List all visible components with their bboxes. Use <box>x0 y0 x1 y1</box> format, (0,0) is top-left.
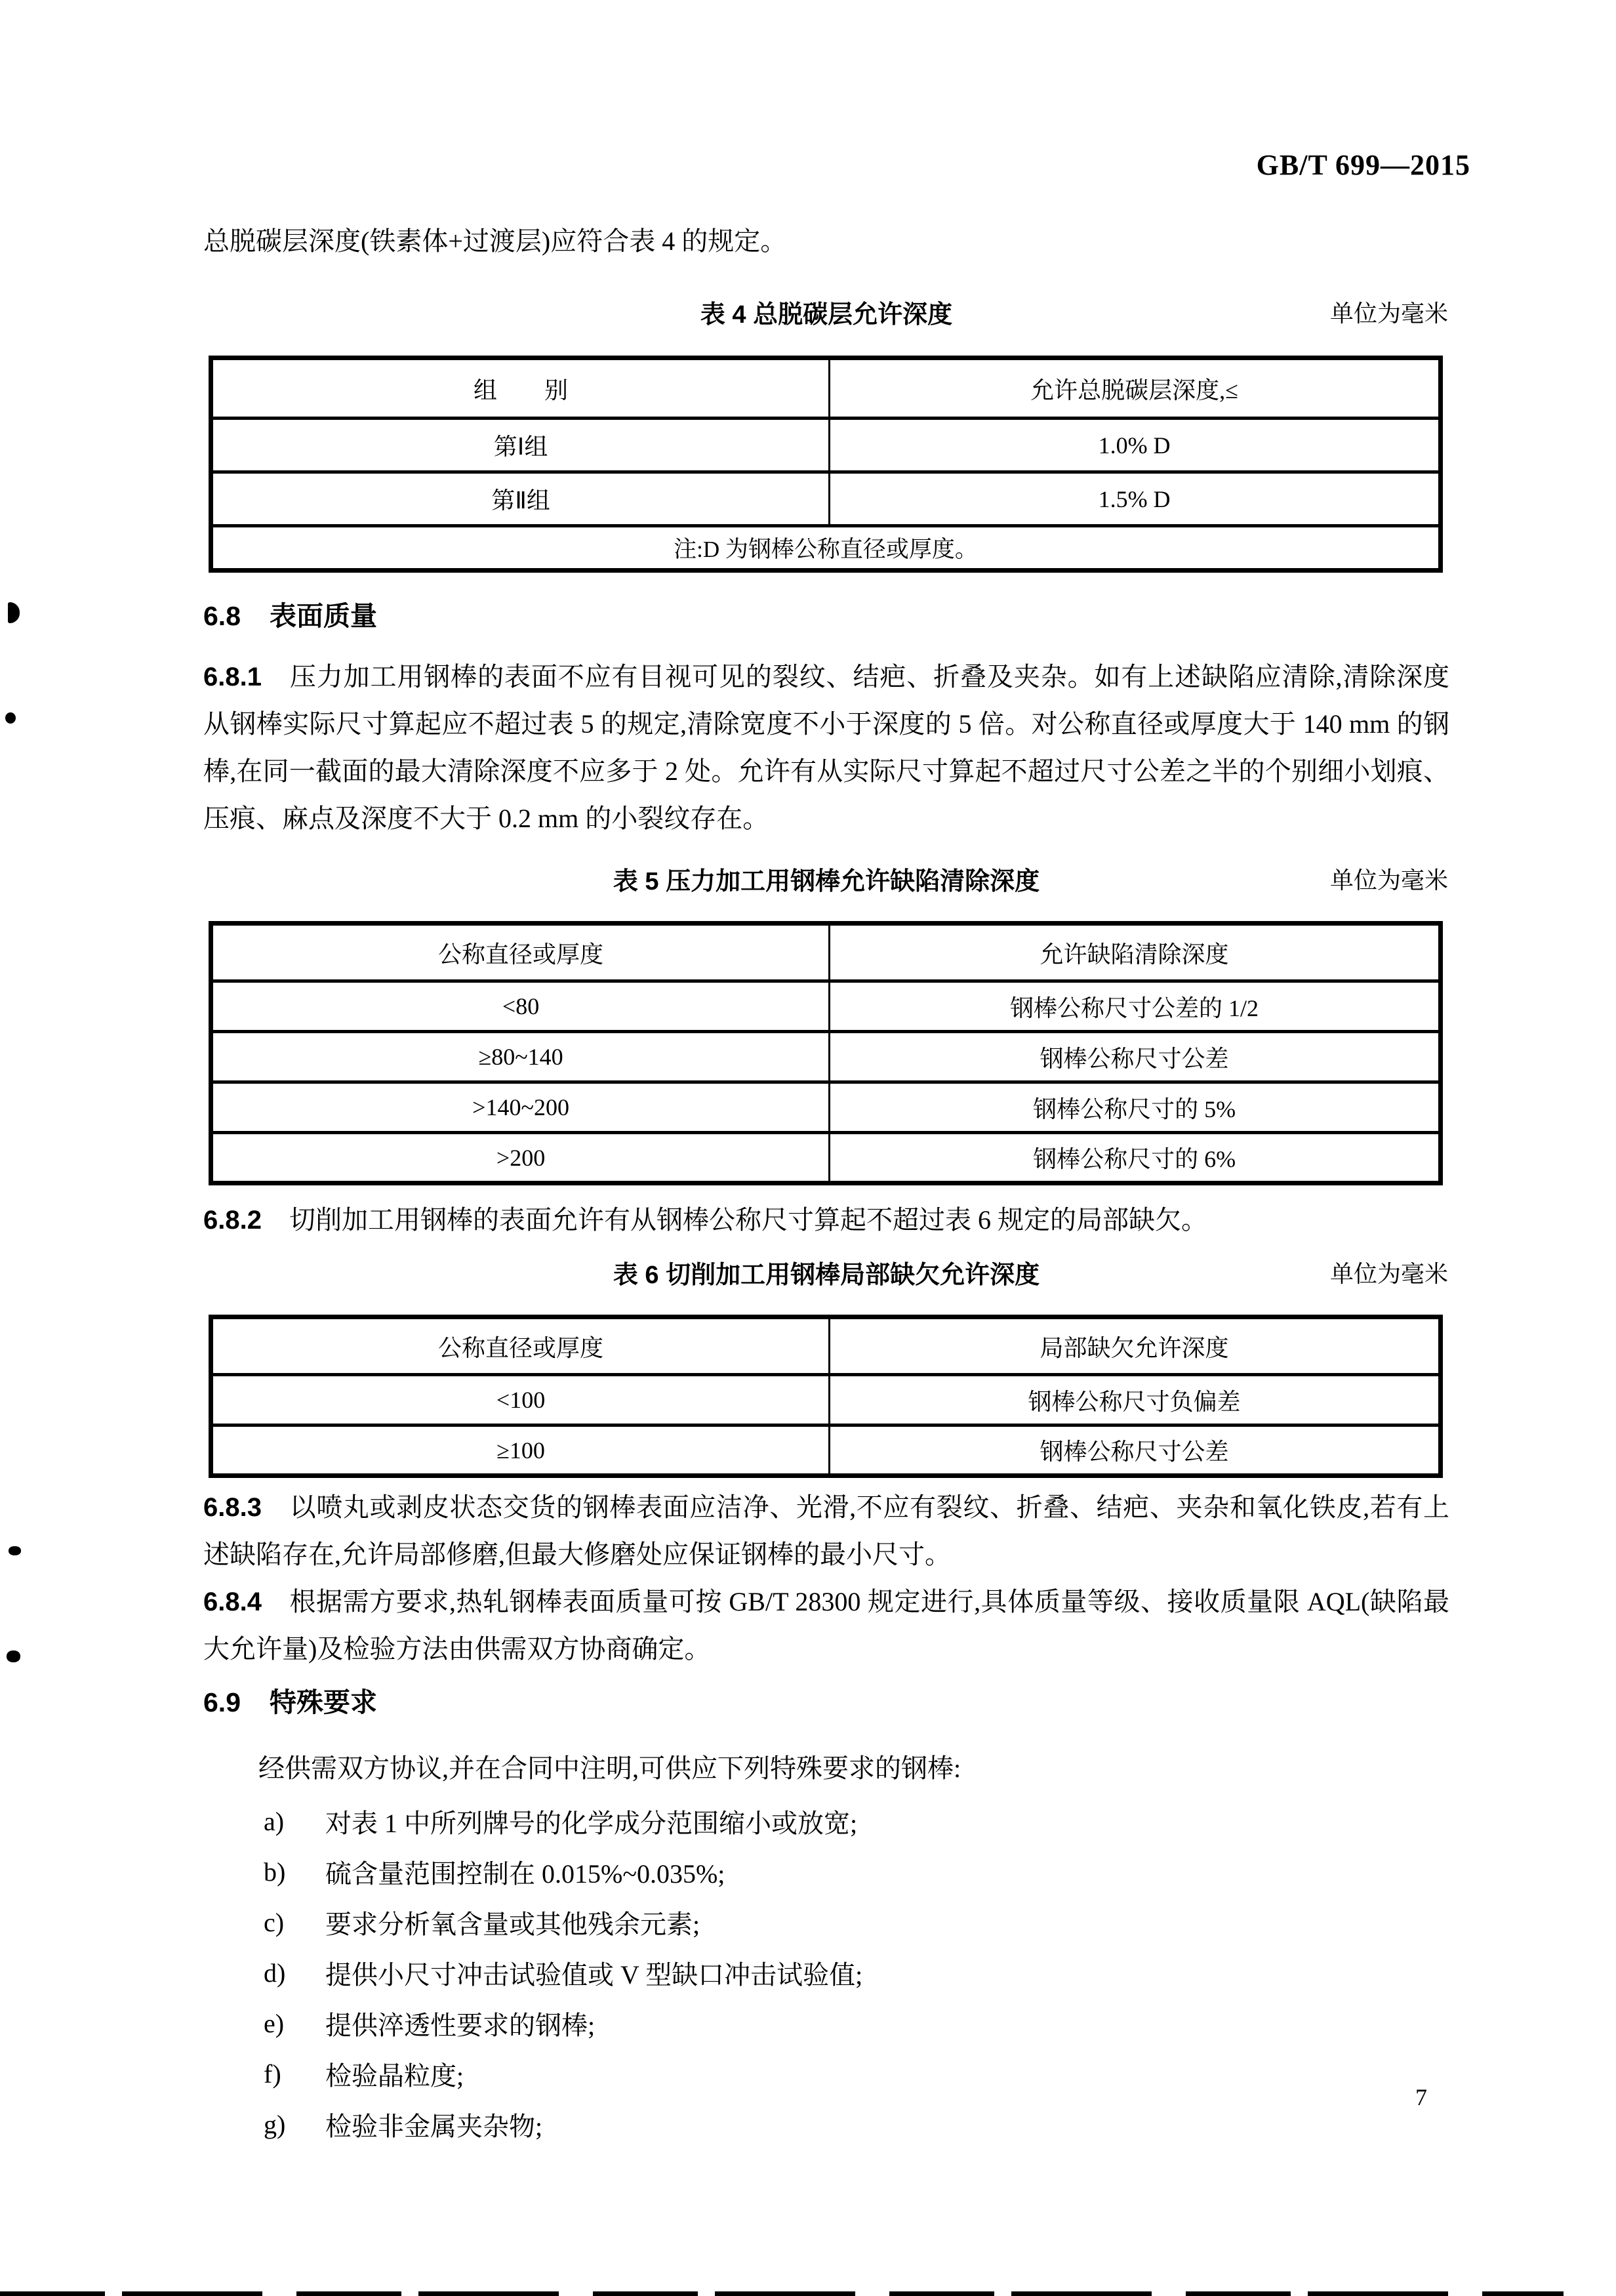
intro-paragraph: 总脱碳层深度(铁素体+过渡层)应符合表 4 的规定。 <box>203 226 787 256</box>
table-6 <box>209 1315 1443 1478</box>
paragraph-6-8-4-text: 根据需方要求,热轧钢棒表面质量可按 GB/T 28300 规定进行,具体质量等级、接收质量限 AQL(缺陷最大允许量)及检验方法由供需双方协商确定。 <box>203 1587 1449 1664</box>
table-5-cell-diam-2: ≥80~140 <box>211 1032 830 1082</box>
paragraph-6-8-4 <box>203 1578 1449 1673</box>
table-6-cell-depth-1: 钢棒公称尺寸负偏差 <box>830 1375 1441 1425</box>
paragraph-6-8-1-text: 压力加工用钢棒的表面不应有目视可见的裂纹、结疤、折叠及夹杂。如有上述缺陷应清除,清除深度从钢棒实际尺寸算起应不超过表 5 的规定,清除宽度不小于深度的 5 倍。对公称直径或厚度大于 140 mm 的钢棒,在同一截面的最大清除深度不应多于 2 处。允许有从实际尺寸算起不超过尺寸公差之半的个别细小划痕、压痕、麻点及深度不大于 0.2 mm 的小裂纹存在。 <box>203 662 1449 833</box>
table-4-caption-row <box>203 294 1449 327</box>
table-4-cell-group-2: 第Ⅱ组 <box>211 472 830 526</box>
table-5-caption-row <box>203 861 1449 893</box>
list-item-marker: e) <box>264 2009 285 2038</box>
list-item <box>264 1897 1444 1948</box>
table-row <box>211 472 1441 526</box>
list-item-text: 检验非金属夹杂物; <box>325 2112 543 2141</box>
table-6-caption: 表 6 切削加工用钢棒局部缺欠允许深度 <box>613 1261 1040 1289</box>
table-4 <box>209 356 1443 573</box>
table-6-header-row <box>211 1317 1441 1375</box>
list-item-text: 检验晶粒度; <box>325 2061 464 2091</box>
paragraph-6-8-3-number: 6.8.3 <box>203 1493 262 1522</box>
paragraph-6-8-2 <box>203 1197 1449 1244</box>
paragraph-6-8-1 <box>203 653 1449 842</box>
table-row <box>211 1133 1441 1183</box>
table-5-caption: 表 5 压力加工用钢棒允许缺陷清除深度 <box>613 868 1040 895</box>
section-6-9-intro: 经供需双方协议,并在合同中注明,可供应下列特殊要求的钢棒: <box>258 1753 961 1783</box>
table-4-cell-depth-2: 1.5% D <box>830 472 1441 526</box>
table-6-header-diameter: 公称直径或厚度 <box>211 1317 830 1375</box>
table-6-caption-row <box>203 1254 1449 1287</box>
paragraph-6-8-3-text: 以喷丸或剥皮状态交货的钢棒表面应洁净、光滑,不应有裂纹、折叠、结疤、夹杂和氧化铁皮,若有上述缺陷存在,允许局部修磨,但最大修磨处应保证钢棒的最小尺寸。 <box>203 1492 1449 1569</box>
section-6-8-title: 表面质量 <box>270 601 377 631</box>
list-item <box>264 1847 1444 1897</box>
list-item-text: 对表 1 中所列牌号的化学成分范围缩小或放宽; <box>325 1809 858 1838</box>
list-item <box>264 1948 1444 1998</box>
table-4-note: 注:D 为钢棒公称直径或厚度。 <box>211 526 1441 571</box>
table-4-header-depth: 允许总脱碳层深度,≤ <box>830 358 1441 419</box>
list-item <box>264 1796 1444 1847</box>
list-item-marker: b) <box>264 1857 286 1887</box>
scan-edge-line <box>0 2291 1564 2296</box>
table-row <box>211 1082 1441 1133</box>
table-row <box>211 981 1441 1032</box>
table-4-note-row <box>211 526 1441 571</box>
table-5-header-depth: 允许缺陷清除深度 <box>830 924 1441 981</box>
paragraph-6-8-3 <box>203 1484 1449 1578</box>
section-6-9-number: 6.9 <box>203 1687 241 1717</box>
list-item-marker: g) <box>264 2110 286 2139</box>
table-4-cell-depth-1: 1.0% D <box>830 419 1441 472</box>
special-requirements-list <box>264 1796 1444 2150</box>
section-6-9-heading <box>203 1681 377 1719</box>
table-6-cell-depth-2: 钢棒公称尺寸公差 <box>830 1425 1441 1476</box>
table-4-cell-group-1: 第Ⅰ组 <box>211 419 830 472</box>
paragraph-6-8-1-number: 6.8.1 <box>203 663 262 691</box>
table-4-caption: 表 4 总脱碳层允许深度 <box>700 301 953 329</box>
paragraph-6-8-2-text: 切削加工用钢棒的表面允许有从钢棒公称尺寸算起不超过表 6 规定的局部缺欠。 <box>289 1205 1207 1235</box>
list-item-marker: c) <box>264 1908 285 1937</box>
page-number: 7 <box>1415 2084 1427 2110</box>
scan-ink-blob <box>7 1650 20 1662</box>
scan-ink-blob <box>9 1546 21 1555</box>
table-4-header-group: 组 别 <box>211 358 830 419</box>
table-5-cell-diam-1: <80 <box>211 981 830 1032</box>
scan-ink-blob <box>5 712 16 724</box>
table-5-cell-depth-1: 钢棒公称尺寸公差的 1/2 <box>830 981 1441 1032</box>
list-item-text: 提供小尺寸冲击试验值或 V 型缺口冲击试验值; <box>325 1960 863 1990</box>
table-5-cell-diam-4: >200 <box>211 1133 830 1183</box>
table-4-header-row <box>211 358 1441 419</box>
list-item-marker: f) <box>264 2059 281 2089</box>
list-item-text: 提供淬透性要求的钢棒; <box>325 2011 596 2040</box>
paragraph-6-8-4-number: 6.8.4 <box>203 1588 262 1616</box>
list-item <box>264 1998 1444 2049</box>
paragraph-6-8-2-number: 6.8.2 <box>203 1206 262 1235</box>
table-row <box>211 1032 1441 1082</box>
list-item <box>264 2099 1444 2150</box>
table-row <box>211 1425 1441 1476</box>
table-6-header-depth: 局部缺欠允许深度 <box>830 1317 1441 1375</box>
table-5-header-diameter: 公称直径或厚度 <box>211 924 830 981</box>
table-6-cell-diam-2: ≥100 <box>211 1425 830 1476</box>
table-6-cell-diam-1: <100 <box>211 1375 830 1425</box>
table-row <box>211 419 1441 472</box>
table-5 <box>209 921 1443 1185</box>
table-row <box>211 1375 1441 1425</box>
section-6-8-number: 6.8 <box>203 601 241 631</box>
list-item-marker: d) <box>264 1958 286 1988</box>
section-6-9-title: 特殊要求 <box>270 1687 377 1717</box>
page-header-standard-number: GB/T 699—2015 <box>1256 149 1470 181</box>
list-item-marker: a) <box>264 1807 285 1836</box>
list-item <box>264 2049 1444 2099</box>
scan-ink-blob <box>8 602 20 623</box>
list-item-text: 硫含量范围控制在 0.015%~0.035%; <box>325 1859 725 1889</box>
table-5-cell-depth-2: 钢棒公称尺寸公差 <box>830 1032 1441 1082</box>
table-5-header-row <box>211 924 1441 981</box>
table-5-cell-diam-3: >140~200 <box>211 1082 830 1133</box>
list-item-text: 要求分析氧含量或其他残余元素; <box>325 1910 700 1939</box>
table-6-unit: 单位为毫米 <box>1329 1261 1448 1287</box>
table-5-unit: 单位为毫米 <box>1329 867 1448 893</box>
table-4-unit: 单位为毫米 <box>1329 300 1448 327</box>
section-6-8-heading <box>203 594 377 633</box>
table-5-cell-depth-3: 钢棒公称尺寸的 5% <box>830 1082 1441 1133</box>
table-5-cell-depth-4: 钢棒公称尺寸的 6% <box>830 1133 1441 1183</box>
